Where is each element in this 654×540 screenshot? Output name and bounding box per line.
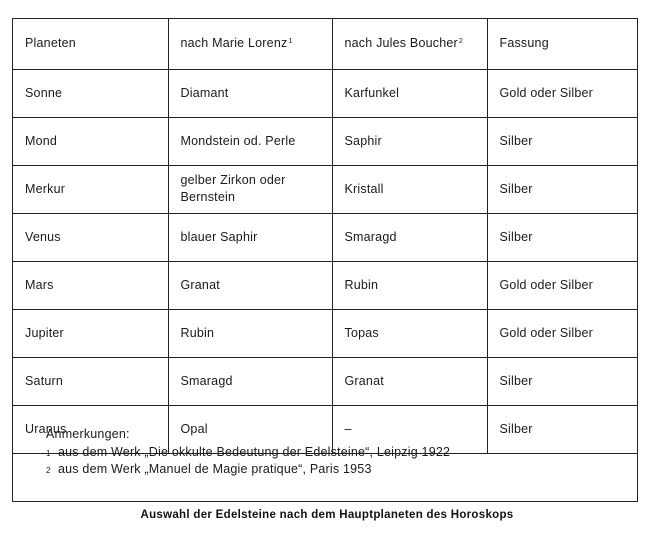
gemstone-table (13, 19, 637, 454)
cell-setting: Gold oder Silber (487, 261, 637, 309)
cell-boucher: Smaragd (332, 213, 487, 261)
cell-boucher: Kristall (332, 165, 487, 213)
cell-setting: Silber (487, 165, 637, 213)
header-lorenz: nach Marie Lorenz$^1$ (168, 19, 332, 69)
table-row (13, 309, 637, 357)
cell-boucher: Saphir (332, 117, 487, 165)
table-row (13, 261, 637, 309)
cell-planet: Merkur (13, 165, 168, 213)
cell-lorenz-line: Bernstein (180, 190, 236, 204)
header-boucher: nach Jules Boucher$^2$ (332, 19, 487, 69)
cell-lorenz: blauer Saphir (168, 213, 332, 261)
table-row (13, 117, 637, 165)
footnote-mark-1: 1 (288, 38, 293, 46)
cell-lorenz: Opal (168, 405, 332, 453)
cell-setting: Silber (487, 405, 637, 453)
cell-setting: Gold oder Silber (487, 69, 637, 117)
header-planet: Planeten (13, 19, 168, 69)
footnote-1-text: aus dem Werk „Die okkulte Bedeutung der Edelsteine“, Leipzig 1922 (58, 444, 451, 459)
cell-setting: Silber (487, 357, 637, 405)
table-caption: Auswahl der Edelsteine nach dem Hauptplaneten des Horoskops (140, 509, 514, 521)
cell-lorenz: Mondstein od. Perle (168, 117, 332, 165)
cell-boucher: – (332, 405, 487, 453)
footnote-mark-2: 2 (458, 38, 463, 46)
cell-boucher: Rubin (332, 261, 487, 309)
cell-lorenz-line: gelber Zirkon oder (180, 173, 286, 187)
footnote-1 (46, 444, 450, 462)
cell-boucher: Granat (332, 357, 487, 405)
cell-setting: Gold oder Silber (487, 309, 637, 357)
cell-lorenz: Smaragd (168, 357, 332, 405)
cell-boucher: Karfunkel (332, 69, 487, 117)
cell-planet: Mond (13, 117, 168, 165)
table-row (13, 213, 637, 261)
footnote-2-text: aus dem Werk „Manuel de Magie pratique“, Paris 1953 (58, 462, 372, 476)
header-setting: Fassung (487, 19, 637, 69)
cell-boucher: Topas (332, 309, 487, 357)
cell-planet: Mars (13, 261, 168, 309)
table-header-row (13, 19, 637, 69)
cell-lorenz (168, 165, 332, 213)
cell-planet: Saturn (13, 357, 168, 405)
cell-setting: Silber (487, 117, 637, 165)
cell-planet: Venus (13, 213, 168, 261)
cell-lorenz: Diamant (168, 69, 332, 117)
footnotes (46, 426, 450, 479)
footnotes-heading: Anmerkungen: (46, 427, 130, 441)
footnote-1-mark: 1 (46, 448, 51, 458)
cell-planet: Jupiter (13, 309, 168, 357)
footnote-2 (46, 461, 450, 479)
table-row (13, 165, 637, 213)
cell-planet: Sonne (13, 69, 168, 117)
cell-lorenz: Granat (168, 261, 332, 309)
footnote-2-mark: 2 (46, 466, 51, 475)
cell-lorenz: Rubin (168, 309, 332, 357)
table-row (13, 357, 637, 405)
cell-setting: Silber (487, 213, 637, 261)
table-row (13, 69, 637, 117)
cell-planet: Uranus (13, 405, 168, 453)
